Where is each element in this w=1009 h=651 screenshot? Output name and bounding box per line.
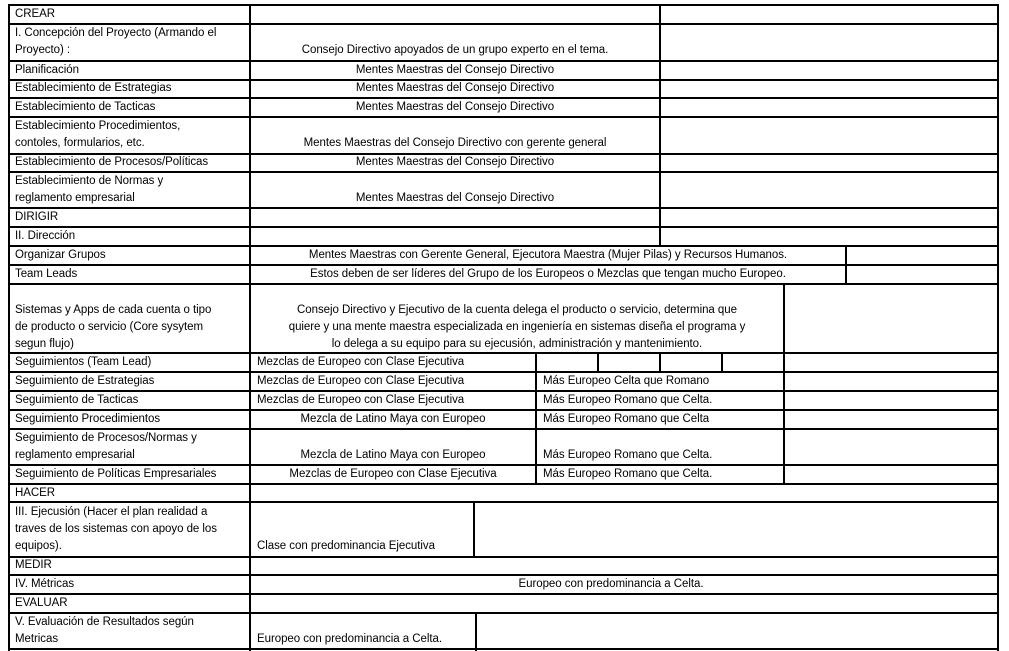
col-line (475, 612, 477, 651)
seg-politicas-value: Mezclas de Europeo con Clase Ejecutiva (289, 468, 497, 480)
row-line (8, 352, 999, 354)
tacticas-value: Mentes Maestras del Consejo Directivo (355, 101, 555, 113)
col-line (721, 352, 723, 371)
normas-label-line1: Establecimiento de Normas y (15, 175, 164, 187)
planificacion-label: Planificación (15, 64, 79, 76)
seg-normas-value: Mezcla de Latino Maya con Europeo (300, 449, 486, 461)
sistemas-label-line1: Sistemas y Apps de cada cuenta o tipo (15, 304, 212, 316)
seg-normas-value2: Más Europeo Romano que Celta. (543, 449, 713, 461)
tacticas-label: Establecimiento de Tacticas (15, 101, 156, 113)
seg-team-value: Mezclas de Europeo con Clase Ejecutiva (257, 356, 465, 368)
concepcion-label-line2: Proyecto) : (15, 44, 71, 56)
evaluacion-value: Europeo con predominancia a Celta. (257, 633, 442, 645)
row-line (8, 593, 999, 595)
section-evaluar: EVALUAR (15, 597, 68, 609)
seg-normas-label-line1: Seguimiento de Procesos/Normas y (15, 432, 197, 444)
ejecucion-label-line3: equipos). (15, 540, 62, 552)
seg-estrategias-label: Seguimiento de Estrategias (15, 375, 155, 387)
planificacion-value: Mentes Maestras del Consejo Directivo (355, 64, 555, 76)
sistemas-value-line1: Consejo Directivo y Ejecutivo de la cuenta delega el producto o servicio, determina que (297, 304, 737, 316)
estrategias-label: Establecimiento de Estrategias (15, 82, 172, 94)
metricas-value: Europeo con predominancia a Celta. (518, 578, 704, 590)
seg-tacticas-value: Mezclas de Europeo con Clase Ejecutiva (257, 394, 465, 406)
row-line (8, 207, 999, 209)
procesos-value: Mentes Maestras del Consejo Directivo (355, 156, 555, 168)
col-line (783, 283, 785, 484)
team-leads-label: Team Leads (15, 268, 78, 280)
section-hacer: HACER (15, 487, 56, 499)
col-line (659, 352, 661, 371)
row-line (8, 371, 999, 373)
seg-estrategias-value2: Más Europeo Celta que Romano (543, 375, 710, 387)
direccion-label: II. Dirección (15, 230, 76, 242)
seg-politicas-value2: Más Europeo Romano que Celta. (543, 468, 713, 480)
col-line (597, 352, 599, 371)
section-dirigir: DIRIGIR (15, 211, 59, 223)
row-line (8, 4, 999, 6)
seg-procedimientos-value2: Más Europeo Romano que Celta (543, 413, 710, 425)
normas-value: Mentes Maestras del Consejo Directivo (355, 192, 555, 204)
procedimientos-label-line2: contoles, formularios, etc. (15, 137, 145, 149)
metricas-label: IV. Métricas (15, 578, 75, 590)
estrategias-value: Mentes Maestras del Consejo Directivo (355, 82, 555, 94)
sistemas-value-line2: quiere y una mente maestra especializada en ingeniería en sistemas diseña el programa y (288, 321, 746, 333)
row-line (8, 390, 999, 392)
row-line (8, 483, 999, 485)
ejecucion-value: Clase con predominancia Ejecutiva (257, 540, 435, 552)
organizar-label: Organizar Grupos (15, 249, 106, 261)
seg-tacticas-label: Seguimiento de Tacticas (15, 394, 139, 406)
row-line (8, 501, 999, 503)
concepcion-value: Consejo Directivo apoyados de un grupo experto en el tema. (301, 44, 609, 56)
seg-politicas-label: Seguimiento de Políticas Empresariales (15, 468, 217, 480)
seg-procedimientos-label: Seguimiento Procedimientos (15, 413, 161, 425)
col-line (8, 4, 10, 651)
organizar-value: Mentes Maestras con Gerente General, Ejecutora Maestra (Mujer Pilas) y Recursos Humanos. (308, 249, 788, 261)
section-crear: CREAR (15, 8, 56, 20)
row-line (8, 648, 999, 650)
sistemas-label-line3: segun flujo) (15, 338, 74, 350)
concepcion-label-line1: I. Concepción del Proyecto (Armando el (15, 27, 217, 39)
sistemas-value-line3: lo delega a su equipo para su ejecusión, administración y mantenimiento. (331, 338, 703, 350)
team-leads-value: Estos deben de ser líderes del Grupo de los Europeos o Mezclas que tengan mucho Europeo. (310, 268, 786, 280)
evaluacion-label-line1: V. Evaluación de Resultados según (15, 616, 194, 628)
ejecucion-label-line2: traves de los sistemas con apoyo de los (15, 523, 217, 535)
col-line (473, 501, 475, 556)
row-line (8, 556, 999, 558)
seg-estrategias-value: Mezclas de Europeo con Clase Ejecutiva (257, 375, 465, 387)
procedimientos-label-line1: Establecimiento Procedimientos, (15, 120, 181, 132)
normas-label-line2: reglamento empresarial (15, 192, 135, 204)
col-line (535, 352, 537, 484)
col-line (659, 4, 661, 245)
col-line (845, 245, 847, 283)
ejecucion-label-line1: III. Ejecusión (Hacer el plan realidad a (15, 506, 208, 518)
procedimientos-value: Mentes Maestras del Consejo Directivo con gerente general (303, 137, 607, 149)
evaluacion-label-line2: Metricas (15, 633, 59, 645)
seg-tacticas-value2: Más Europeo Romano que Celta. (543, 394, 713, 406)
section-medir: MEDIR (15, 559, 52, 571)
row-line (8, 283, 999, 285)
seg-team-label: Seguimientos (Team Lead) (15, 356, 152, 368)
seg-procedimientos-value: Mezcla de Latino Maya con Europeo (300, 413, 486, 425)
sistemas-label-line2: de producto o servicio (Core sysytem (15, 321, 204, 333)
procesos-label: Establecimiento de Procesos/Políticas (15, 156, 209, 168)
col-line (997, 4, 999, 651)
seg-normas-label-line2: reglamento empresarial (15, 449, 135, 461)
row-line (8, 226, 999, 228)
